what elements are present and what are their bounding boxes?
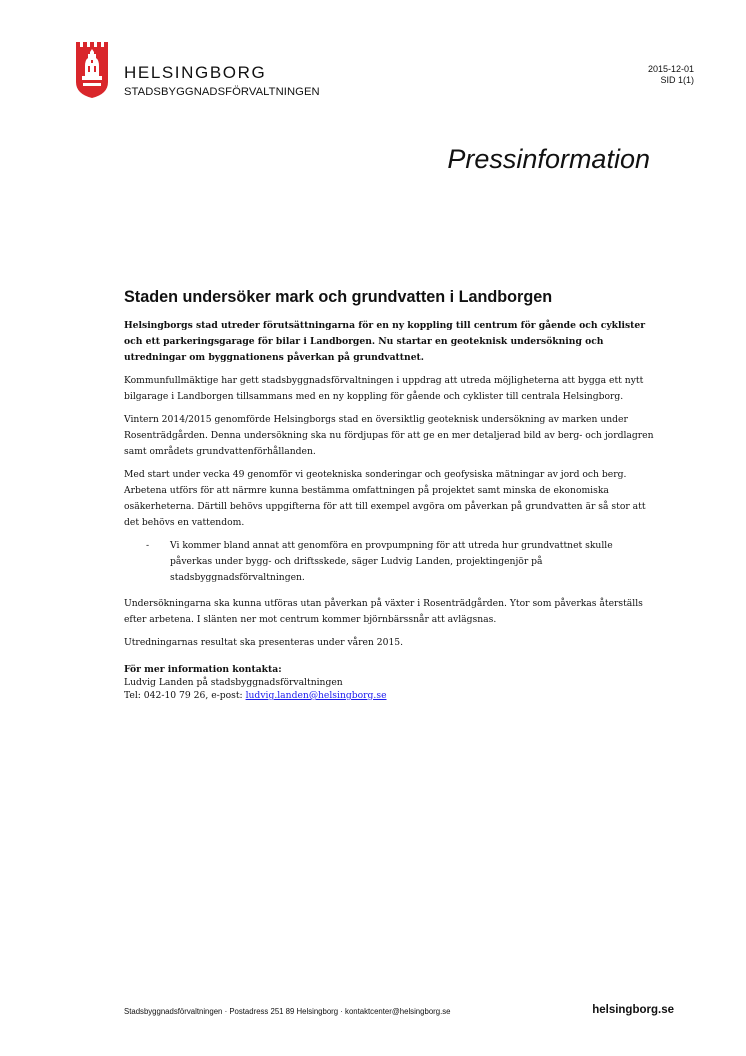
footer-address: Stadsbyggnadsförvaltningen · Postadress 251 89 Helsingborg · kontaktcenter@helsingborg.se	[124, 1007, 451, 1016]
contact-heading: För mer information kontakta:	[124, 664, 282, 675]
article-paragraph: Undersökningarna ska kunna utföras utan påverkan på växter i Rosenträdgården. Ytor som påverkas återställs efter arbetena. I slänten ner mot centrum kommer björnbärssnår att avlägsnas.	[124, 598, 643, 625]
article	[124, 288, 654, 702]
document-meta	[648, 64, 694, 86]
article-headline: Staden undersöker mark och grundvatten i Landborgen	[124, 288, 553, 306]
contact-email-link[interactable]: ludvig.landen@helsingborg.se	[245, 690, 387, 701]
article-paragraph: Kommunfullmäktige har gett stadsbyggnadsförvaltningen i uppdrag att utreda möjligheterna att bygga ett nytt bilgarage i Landborgen tillsammans med en ny koppling för gående och cyklister till centrala Helsingborg.	[124, 375, 644, 402]
document-title: Pressinformation	[447, 144, 650, 174]
quote-text: Vi kommer bland annat att genomföra en provpumpning för att utreda hur grundvattnet skulle påverkas under bygg- och driftsskede, säger Ludvig Landen, projektingenjör på stadsbyggnadsförvaltningen.	[170, 540, 613, 583]
document-date: 2015-12-01	[647, 64, 694, 74]
article-paragraph: Vintern 2014/2015 genomförde Helsingborgs stad en översiktlig geoteknisk undersökning av marken under Rosenträdgården. Denna undersökning ska nu fördjupas för att ge en mer detaljerad bild av berg- och jordlagren samt områdets grundvattenförhållanden.	[124, 414, 654, 457]
article-lead: Helsingborgs stad utreder förutsättningarna för en ny koppling till centrum för gående och cyklister och ett parkeringsgarage för bilar i Landborgen. Nu startar en geoteknisk undersökning och utredningar om byggnationens påverkan på grundvattnet.	[124, 320, 646, 363]
bullet-marker: -	[146, 540, 150, 551]
article-paragraph: Med start under vecka 49 genomför vi geotekniska sonderingar och geofysiska mätningar av jord och berg. Arbetena utförs för att närmre kunna bestämma omfattningen på projektet samt minska de ekonomiska osäkerheterna. Därtill behövs uppgifterna för att till exempel avgöra om påverkan på grundvatten är så stor att det behövs en vattendom.	[124, 469, 646, 528]
quote-bullet	[124, 538, 654, 586]
article-paragraph: Utredningarnas resultat ska presenteras under våren 2015.	[124, 637, 404, 648]
page-number: SID 1(1)	[660, 75, 694, 85]
contact-name: Ludvig Landen på stadsbyggnadsförvaltningen	[124, 677, 343, 688]
contact-tel: Tel: 042-10 79 26, e-post:	[124, 690, 246, 701]
contact-block	[124, 663, 654, 702]
helsingborg-crest-icon	[76, 42, 108, 98]
contact-tel-line	[124, 689, 654, 702]
footer-website: helsingborg.se	[592, 1004, 674, 1016]
department-name: STADSBYGGNADSFÖRVALTNINGEN	[124, 86, 320, 98]
org-name: HELSINGBORG	[124, 63, 267, 82]
